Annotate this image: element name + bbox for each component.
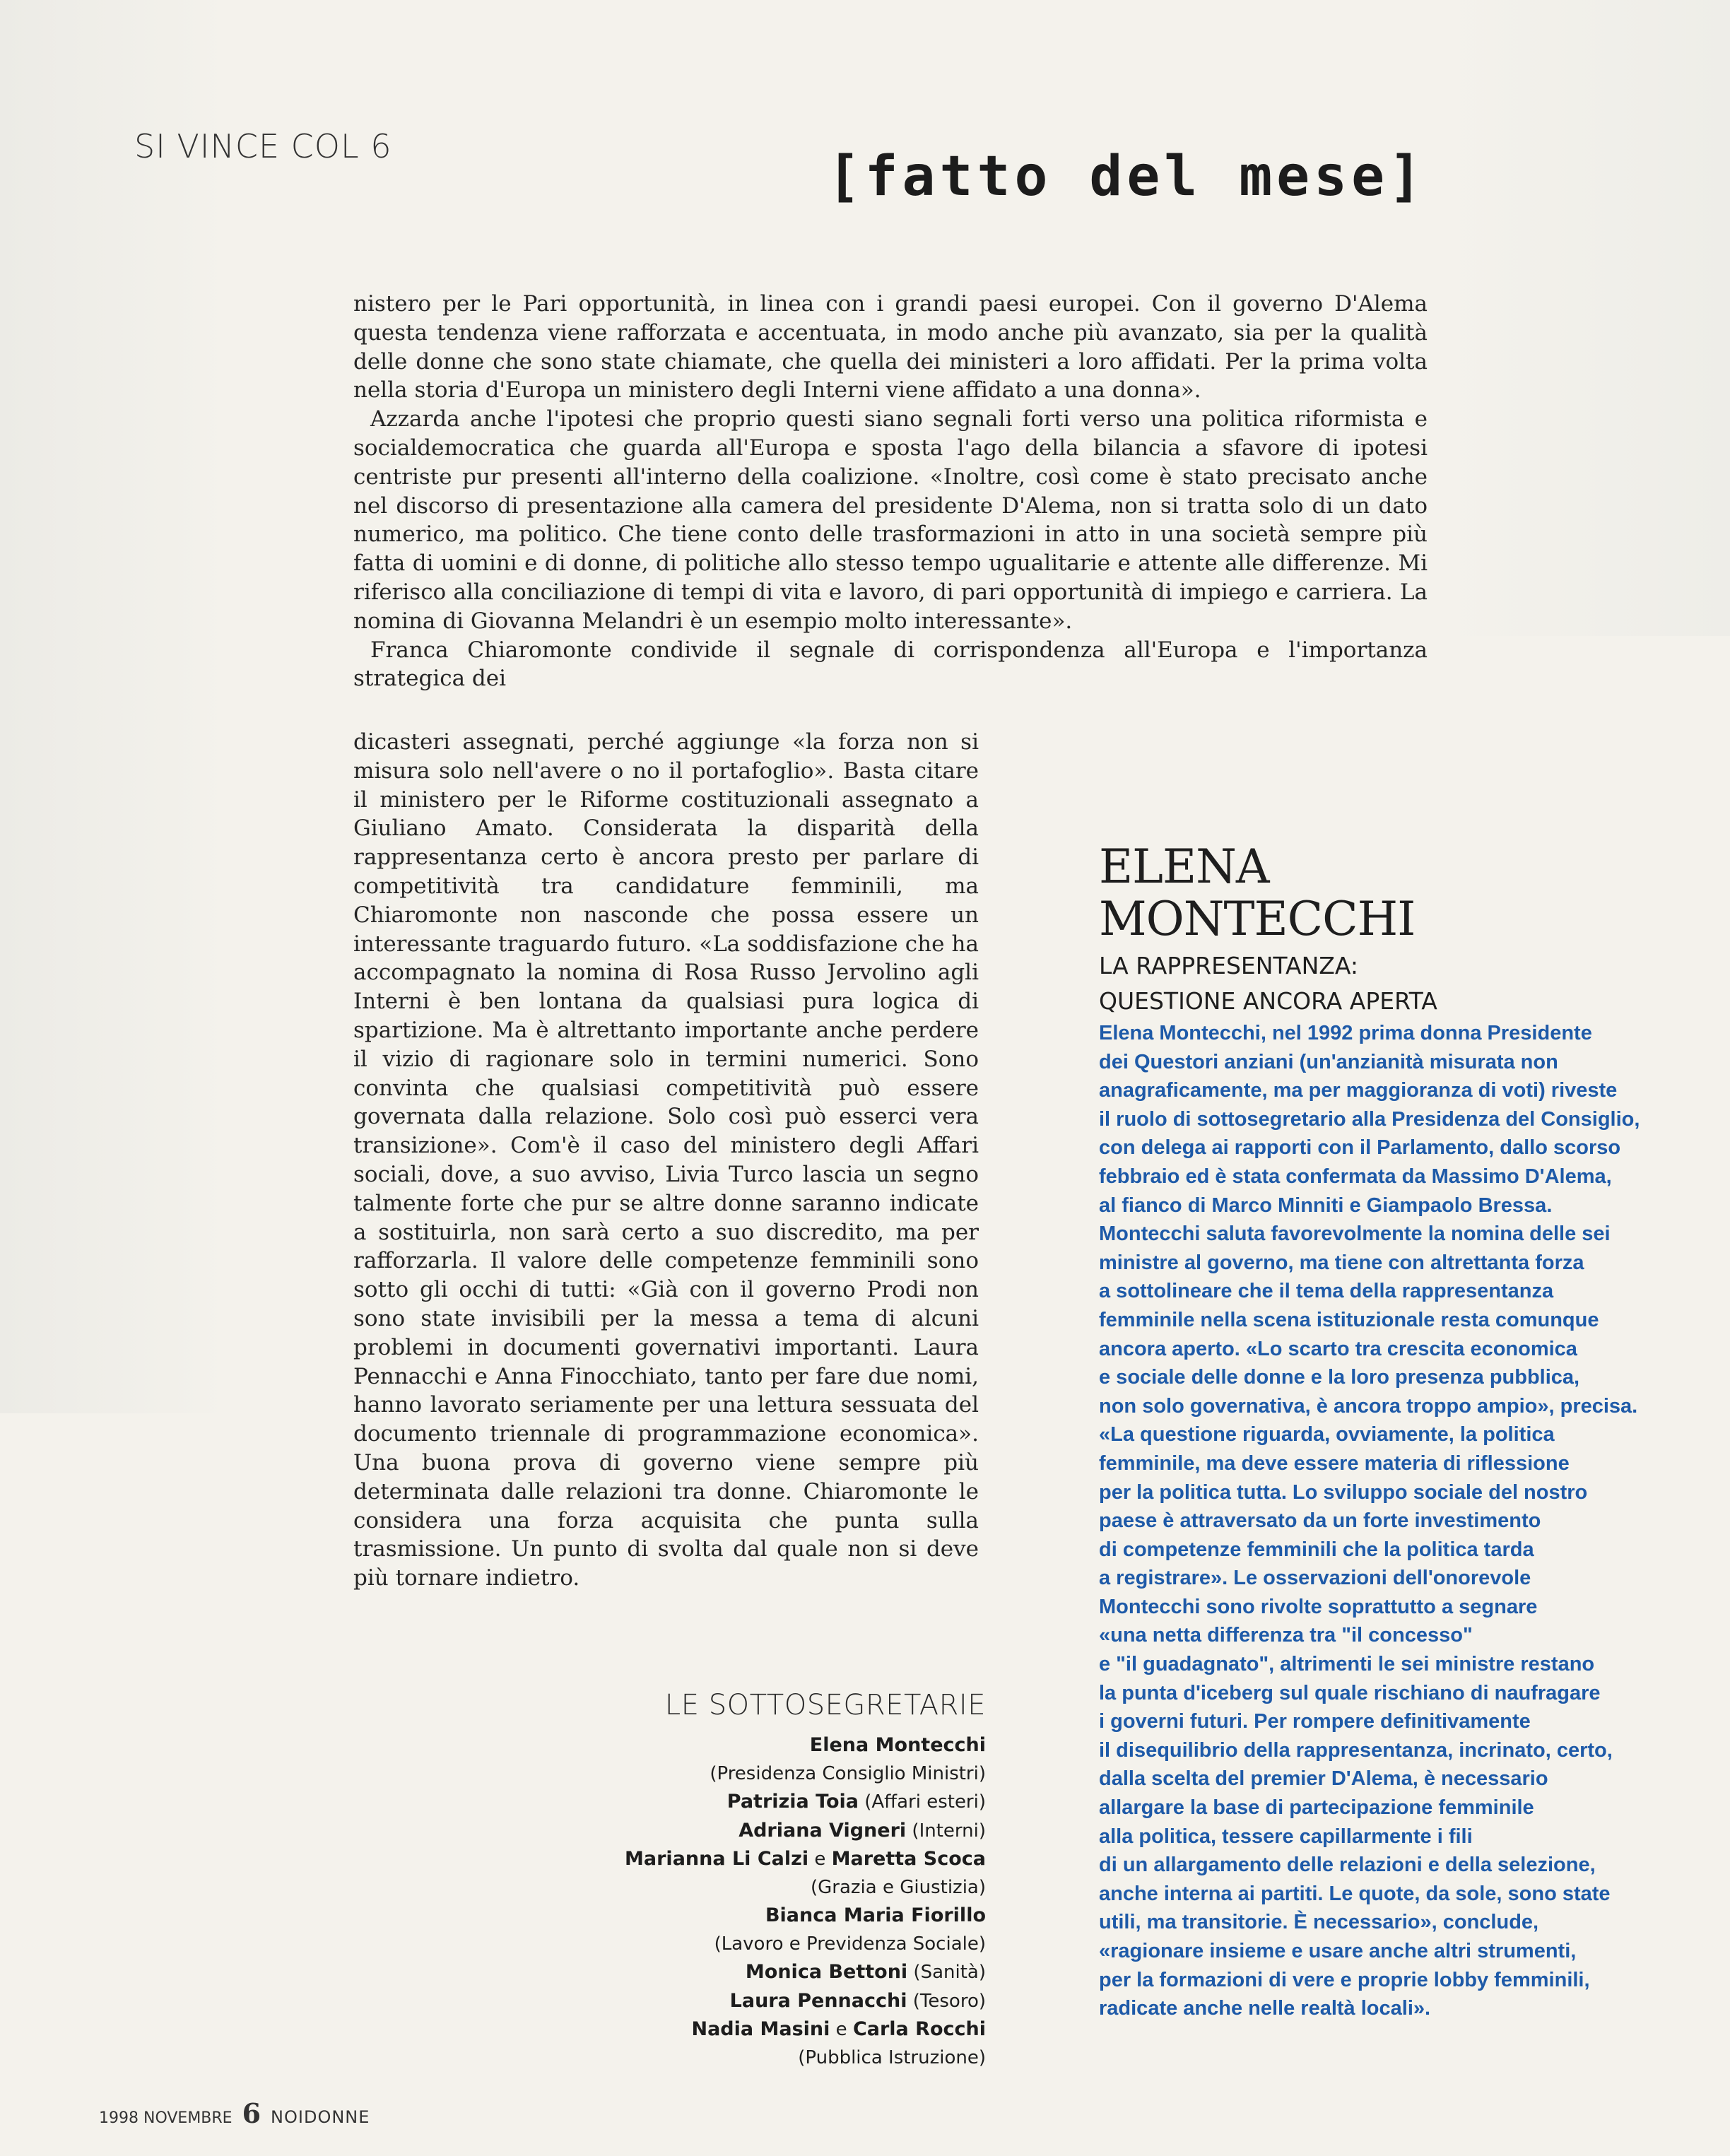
article-body-column (353, 728, 979, 1593)
footer-date: 1998 NOVEMBRE (99, 2109, 233, 2127)
sidebar-text-line: e "il guadagnato", altrimenti le sei ministre restano (1099, 1653, 1595, 1676)
article-paragraph-3-lead: Franca Chiaromonte condivide il segnale di corrispondenza all'Europa e l'importanza strategica dei (353, 637, 1428, 692)
undersecretary-line (608, 1845, 986, 1874)
sidebar-text-line: i governi futuri. Per rompere definitivamente (1099, 1710, 1531, 1733)
sidebar-text-line: il disequilibrio della rappresentanza, incrinato, certo, (1099, 1738, 1613, 1762)
section-title: [fatto del mese] (827, 145, 1426, 208)
sidebar-text-line: paese è attraversato da un forte investimento (1099, 1509, 1541, 1533)
undersecretary-name: Nadia Masini (691, 2018, 830, 2040)
undersecretary-name: Patrizia Toia (726, 1791, 859, 1813)
undersecretary-name: Marianna Li Calzi (625, 1848, 809, 1870)
sidebar-text-line: radicate anche nelle realtà locali». (1099, 1997, 1431, 2020)
article-paragraph-3-continued: dicasteri assegnati, perché aggiunge «la forza non si misura solo nell'avere o no il portafoglio». Basta citare il ministero per le Riforme costituzionali assegnato a Giuliano Amato. Considerata la disparità della rappresentanza certo è ancora presto per parlare di competitività tra candidature femminili, ma Chiaromonte non nasconde che possa essere un interessante traguardo futuro. «La soddisfazione che ha accompagnato la nomina di Rosa Russo Jervolino agli Interni è ben lontana da qualsiasi pura logica di spartizione. Ma è altrettanto importante anche perdere il vizio di ragionare solo in termini numerici. Sono convinta che qualsiasi competitività può essere governata dalla relazione. Solo così può esserci vera transizione». Com'è il caso del ministero degli Affari sociali, dove, a suo avviso, Livia Turco lascia un segno talmente forte che pur se altre donne saranno indicate a sostituirla, non sarà certo a suo discredito, ma per rafforzarla. Il valore delle competenze femminili sono sotto gli occhi di tutti: «Già con il governo Prodi non sono state invisibili per la messa a tema di alcuni problemi in documenti governativi importanti. Laura Pennacchi e Anna Finocchiato, tanto per fare due nomi, hanno lavorato seriamente per una lettura sessuata del documento triennale di programmazione economica». Una buona prova di governo viene sempre più determinata dalle relazioni tra donne. Chiaromonte le considera una forza acquisita che punta sulla trasmissione. Un punto di svolta dal quale non si deve più tornare indietro. (353, 729, 979, 1591)
sidebar-text-line: ministre al governo, ma tiene con altrettanta forza (1099, 1251, 1584, 1274)
undersecretary-name: Adriana Vigneri (739, 1819, 907, 1842)
sidebar-text-line: Montecchi saluta favorevolmente la nomina delle sei (1099, 1223, 1611, 1246)
undersecretaries-list (608, 1689, 986, 2072)
undersecretary-line (608, 2015, 986, 2044)
article-paragraph-2: Azzarda anche l'ipotesi che proprio questi siano segnali forti verso una politica riformista e socialdemocratica che guarda all'Europa e sposta l'ago della bilancia a sfavore di ipotesi centriste pur presenti all'interno della coalizione. «Inoltre, così come è stato precisato anche nel discorso di presentazione alla camera del presidente D'Alema, non si tratta solo di un dato numerico, ma politico. Che tiene conto delle trasformazioni in atto in una società sempre più fatta di uomini e di donne, di politiche allo stesso tempo ugualitarie e attente alle differenze. Mi riferisco alla conciliazione di tempi di vita e lavoro, di pari opportunità di impiego e carriera. La nomina di Giovanna Melandri è un esempio molto interessante». (353, 406, 1428, 634)
undersecretary-name: Monica Bettoni (745, 1961, 908, 1983)
sidebar-text-line: «La questione riguarda, ovviamente, la politica (1099, 1423, 1555, 1447)
undersecretary-detail: (Lavoro e Previdenza Sociale) (714, 1933, 986, 1955)
sidebar-text-line: non solo governativa, è ancora troppo ampio», precisa. (1099, 1394, 1638, 1418)
undersecretary-detail: (Tesoro) (907, 1990, 986, 2012)
undersecretary-name: Bianca Maria Fiorillo (765, 1904, 986, 1926)
sidebar-profile (1099, 840, 1640, 2023)
undersecretary-line (608, 1987, 986, 2016)
footer-magazine: NOIDONNE (271, 2107, 370, 2127)
sidebar-text-line: anche interna ai partiti. Le quote, da sole, sono state (1099, 1882, 1611, 1905)
sidebar-subtitle-line1: LA RAPPRESENTANZA: (1099, 952, 1359, 979)
undersecretary-name: Elena Montecchi (809, 1734, 986, 1756)
undersecretary-line (608, 1931, 986, 1959)
sidebar-text-line: la punta d'iceberg sul quale rischiano di naufragare (1099, 1681, 1601, 1704)
article-paragraph-1: nistero per le Pari opportunità, in linea con i grandi paesi europei. Con il governo D'Alema questa tendenza viene rafforzata e accentuata, in modo anche più avanzato, sia per la qualità delle donne che sono state chiamate, che quella dei ministeri a loro affidati. Per la prima volta nella storia d'Europa un ministero degli Interni viene affidato a una donna». (353, 291, 1428, 403)
undersecretary-line (608, 1958, 986, 1987)
undersecretary-detail: (Presidenza Consiglio Ministri) (710, 1762, 986, 1784)
undersecretary-name: Maretta Scoca (831, 1848, 986, 1870)
undersecretary-line (608, 1760, 986, 1789)
undersecretary-line (608, 1874, 986, 1902)
article-body-top (353, 290, 1428, 693)
undersecretary-line (608, 1817, 986, 1846)
sidebar-text-line: utili, ma transitorie. È necessario», conclude, (1099, 1911, 1539, 1934)
undersecretary-line (608, 2044, 986, 2073)
undersecretary-detail: (Interni) (906, 1820, 986, 1842)
background-ghost-left (0, 0, 233, 1413)
sidebar-body (1099, 1019, 1640, 2023)
sidebar-text-line: dei Questori anziani (un'anzianità misurata non (1099, 1050, 1558, 1073)
sidebar-text-line: «ragionare insieme e usare anche altri strumenti, (1099, 1940, 1577, 1962)
sidebar-name-line1: ELENA (1099, 840, 1269, 894)
sidebar-text-line: allargare la base di partecipazione femminile (1099, 1796, 1534, 1820)
sidebar-text-line: alla politica, tessere capillarmente i fili (1099, 1825, 1473, 1848)
sidebar-text-line: anagraficamente, ma per maggioranza di voti) riveste (1099, 1079, 1618, 1102)
sidebar-text-line: Elena Montecchi, nel 1992 prima donna Presidente (1099, 1022, 1592, 1044)
sidebar-text-line: il ruolo di sottosegretario alla Presidenza del Consiglio, (1099, 1107, 1640, 1131)
sidebar-text-line: ancora aperto. «Lo scarto tra crescita economica (1099, 1337, 1577, 1360)
sidebar-text-line: femminile, ma deve essere materia di riflessione (1099, 1451, 1570, 1475)
undersecretary-detail: (Affari esteri) (858, 1791, 986, 1813)
sidebar-name-line2: MONTECCHI (1099, 892, 1416, 946)
undersecretary-detail: (Pubblica Istruzione) (798, 2046, 986, 2068)
undersecretary-detail: (Sanità) (907, 1962, 986, 1983)
footer-page-number: 6 (242, 2097, 261, 2129)
sidebar-text-line: e sociale delle donne e la loro presenza pubblica, (1099, 1366, 1580, 1389)
sidebar-text-line: con delega ai rapporti con il Parlamento, dallo scorso (1099, 1136, 1621, 1160)
sidebar-text-line: a sottolineare che il tema della rappresentanza (1099, 1280, 1554, 1303)
sidebar-text-line: femminile nella scena istituzionale resta comunque (1099, 1308, 1599, 1331)
undersecretary-name: Laura Pennacchi (729, 1989, 907, 2012)
undersecretary-name: Carla Rocchi (852, 2018, 986, 2040)
sidebar-text-line: a registrare». Le osservazioni dell'onorevole (1099, 1567, 1531, 1590)
sidebar-text-line: di un allargamento delle relazioni e della selezione, (1099, 1854, 1596, 1877)
sidebar-text-line: per la formazioni di vere e proprie lobby femminili, (1099, 1968, 1590, 1991)
undersecretary-detail: e (830, 2019, 853, 2040)
sidebar-text-line: dalla scelta del premier D'Alema, è necessario (1099, 1767, 1548, 1791)
sidebar-subtitle-line2: QUESTIONE ANCORA APERTA (1099, 987, 1437, 1015)
page-footer (99, 2097, 370, 2129)
sidebar-text-line: di competenze femminili che la politica tarda (1099, 1538, 1534, 1561)
undersecretary-detail: e (808, 1849, 832, 1870)
undersecretary-detail: (Grazia e Giustizia) (810, 1876, 986, 1898)
undersecretary-line (608, 1902, 986, 1931)
sidebar-text-line: febbraio ed è stata confermata da Massimo D'Alema, (1099, 1165, 1612, 1188)
sidebar-text-line: per la politica tutta. Lo sviluppo sociale del nostro (1099, 1480, 1588, 1504)
running-head: SI VINCE COL 6 (134, 127, 392, 165)
sidebar-text-line: al fianco di Marco Minniti e Giampaolo Bressa. (1099, 1194, 1553, 1217)
sidebar-text-line: Montecchi sono rivolte soprattutto a segnare (1099, 1595, 1538, 1618)
sidebar-text-line: «una netta differenza tra "il concesso" (1099, 1624, 1473, 1647)
background-ghost-right (1433, 0, 1730, 636)
undersecretaries-heading: LE SOTTOSEGRETARIE (664, 1689, 986, 1721)
undersecretary-line (608, 1788, 986, 1817)
undersecretary-line (608, 1731, 986, 1760)
